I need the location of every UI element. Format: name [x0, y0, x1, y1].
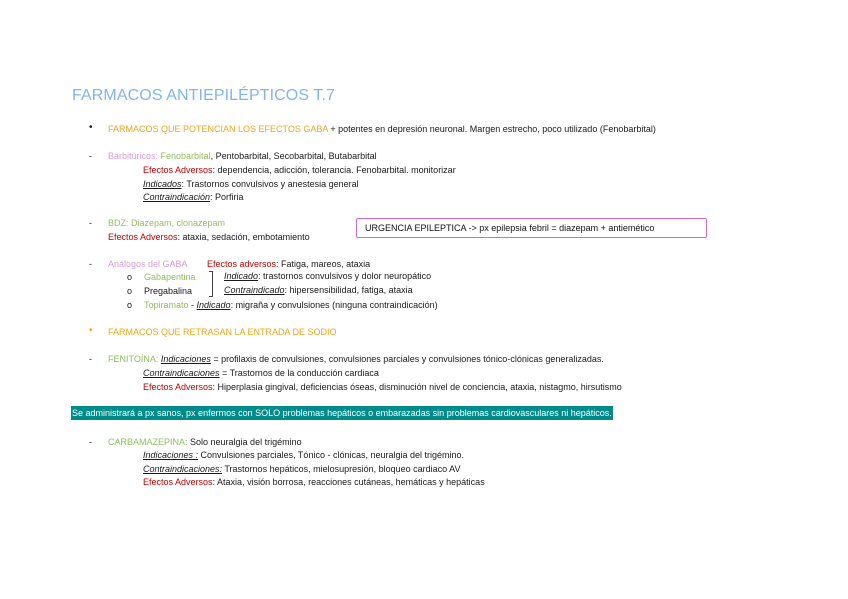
gabapentina-item: Gabapentina	[144, 272, 196, 282]
effects-label: Efectos Adversos	[143, 165, 213, 175]
contra-label: Contraindicado	[224, 285, 285, 295]
topiramato-text: : migraña y convulsiones (ninguna contraindicación)	[230, 300, 438, 310]
contra-text: Trastornos hepáticos, mielosupresión, bloqueo cardiaco AV	[222, 464, 461, 474]
indicated-label: Indicado	[224, 271, 259, 281]
gaba-analogs-effects	[207, 258, 370, 270]
section-gaba-heading: FARMACOS QUE POTENCIAN LOS EFECTOS GABA	[108, 124, 328, 134]
indicated-text: : trastornos convulsivos y dolor neuropático	[258, 271, 432, 281]
section-sodium-heading: FARMACOS QUE RETRASAN LA ENTRADA DE SODIO	[108, 327, 337, 337]
effects-text: : Hiperplasia gingival, deficiencias óseas, disminución nivel de conciencia, ataxia, nistagmo, hirsutismo	[212, 382, 622, 392]
effects-label: Efectos adversos	[207, 259, 277, 269]
bullet-dot: •	[89, 325, 93, 336]
indications-text: = profilaxis de convulsiones, convulsiones parciales y convulsiones tónico-clónicas generalizadas.	[210, 354, 604, 364]
contra-text: = Trastornos de la conducción cardiaca	[219, 368, 379, 378]
contra-text: : Porfiria	[210, 192, 244, 202]
topiramato-name: Topiramato	[144, 300, 189, 310]
fenitoina-contra	[143, 367, 379, 379]
gaba-contra	[224, 284, 413, 296]
barbituricos-contra	[143, 191, 244, 203]
gaba-indicated	[224, 270, 431, 282]
fenitoina-effects	[143, 381, 622, 393]
bdz-label: BDZ: Diazepam, clonazepam	[108, 218, 226, 228]
effects-label: Efectos Adversos	[108, 232, 178, 242]
dash-marker: -	[89, 151, 92, 161]
contra-label: Contraindicaciones:	[143, 464, 223, 474]
fenobarbital-text: Fenobarbital	[158, 151, 211, 161]
circle-marker: o	[127, 300, 133, 310]
indications-label: Indicaciones	[160, 354, 211, 364]
indications-label: Indicaciones :	[143, 450, 199, 460]
barbituricos-label: Barbitúricos:	[108, 151, 159, 161]
effects-text: : Ataxia, visión borrosa, reacciones cutáneas, hemáticas y hepáticas	[212, 477, 485, 487]
highlighted-note: Se administrará a px sanos, px enfermos con SOLO problemas hepáticos o embarazadas sin problemas cardiovasculares ni hepáticos.	[72, 408, 612, 418]
carbamazepina-contra	[143, 463, 461, 475]
effects-label: Efectos Adversos	[143, 477, 213, 487]
barbituricos-drugs: , Pentobarbital, Secobarbital, Butabarbital	[210, 151, 377, 161]
separator: -	[188, 300, 197, 310]
effects-text: : Fatiga, mareos, ataxia	[276, 259, 371, 269]
pregabalina-item: Pregabalina	[144, 286, 193, 296]
contra-label: Contraindicación	[143, 192, 211, 202]
dash-marker: -	[89, 218, 92, 228]
gaba-analogs-label: Análogos del GABA	[108, 259, 188, 269]
gaba-analogs-line	[108, 258, 188, 270]
barbituricos-line	[108, 150, 377, 162]
contra-text: : hipersensibilidad, fatiga, ataxia	[284, 285, 413, 295]
barbituricos-indications	[143, 178, 359, 190]
effects-label: Efectos Adversos	[143, 382, 213, 392]
circle-marker: o	[127, 272, 133, 282]
carbamazepina-line	[108, 436, 302, 448]
carbamazepina-text: Solo neuralgia del trigémino	[187, 437, 302, 447]
dash-marker: -	[89, 437, 92, 447]
effects-text: : ataxia, sedación, embotamiento	[177, 232, 310, 242]
fenitoina-line	[108, 353, 604, 365]
urgency-box: URGENCIA EPILEPTICA -> px epilepsia febril = diazepam + antiemético	[356, 218, 707, 238]
section-gaba-text: + potentes en depresión neuronal. Margen estrecho, poco utilizado (Fenobarbital)	[327, 124, 656, 134]
page-title: FARMACOS ANTIEPILÉPTICOS T.7	[72, 87, 336, 104]
indications-text: : Trastornos convulsivos y anestesia general	[181, 179, 359, 189]
topiramato-item	[144, 299, 438, 311]
indicated-label: Indicado	[196, 300, 231, 310]
carbamazepina-label: CARBAMAZEPINA:	[108, 437, 188, 447]
dash-marker: -	[89, 259, 92, 269]
bullet-dot: •	[89, 122, 93, 133]
circle-marker: o	[127, 286, 133, 296]
carbamazepina-effects	[143, 476, 485, 488]
contra-label: Contraindicaciones	[143, 368, 220, 378]
section-gaba-line	[108, 123, 656, 135]
effects-text: : dependencia, adicción, tolerancia. Fenobarbital. monitorizar	[212, 165, 456, 175]
indications-label: Indicados	[143, 179, 182, 189]
dash-marker: -	[89, 354, 92, 364]
carbamazepina-indications	[143, 449, 464, 461]
indications-text: Convulsiones parciales, Tónico - clónicas, neuralgia del trigémino.	[198, 450, 465, 460]
fenitoina-label: FENITOÍNA:	[108, 354, 159, 364]
barbituricos-effects	[143, 164, 456, 176]
bdz-effects	[108, 231, 310, 243]
bracket	[209, 271, 213, 297]
